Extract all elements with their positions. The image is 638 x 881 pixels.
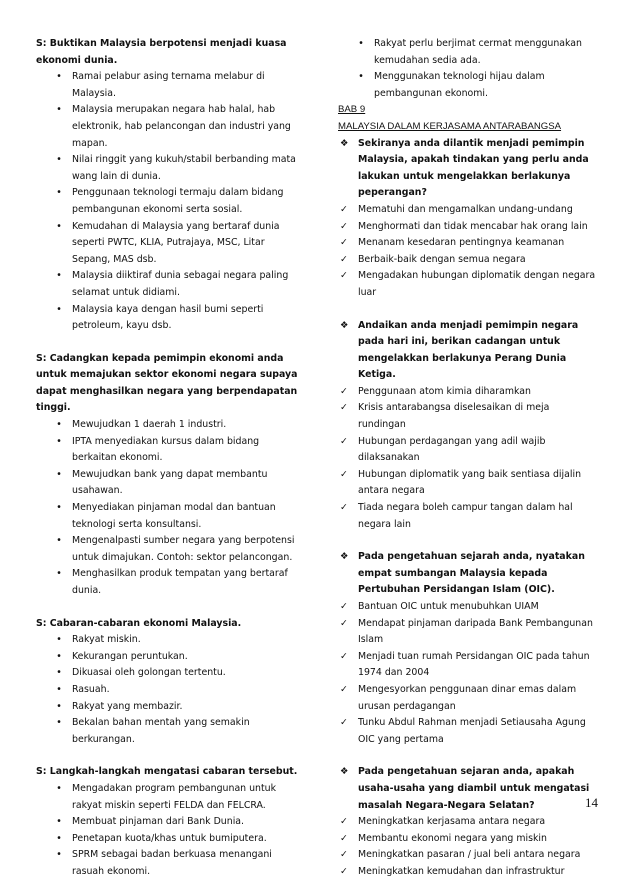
bullet-dot-icon: •: [56, 187, 62, 199]
bullet-dot-icon: •: [56, 816, 62, 828]
list-item: • Bekalan bahan mentah yang semakin berkurangan.: [52, 715, 298, 748]
check-list: [338, 384, 600, 533]
checkmark-icon: ✓: [340, 683, 348, 695]
list-item: • SPRM sebagai badan berkuasa menangani rasuah ekonomi.: [52, 847, 298, 880]
bullet-dot-icon: •: [56, 683, 62, 695]
bullet-dot-icon: •: [56, 419, 62, 431]
list-item: • Mewujudkan bank yang dapat membantu usahawan.: [52, 467, 298, 500]
list-item: ✓ Penggunaan atom kimia diharamkan: [338, 384, 600, 401]
list-item: ✓ Krisis antarabangsa diselesaikan di meja rundingan: [340, 402, 550, 431]
checkmark-icon: ✓: [340, 270, 348, 282]
list-item: • Ramai pelabur asing ternama melabur di Malaysia.: [52, 69, 298, 102]
checkmark-icon: ✓: [340, 617, 348, 629]
list-item: • Dikuasai oleh golongan tertentu.: [52, 665, 298, 682]
checkmark-icon: ✓: [340, 435, 348, 447]
list-item: • Rasuah.: [52, 682, 298, 699]
page-number: 14: [585, 795, 598, 810]
bullet-dot-icon: •: [56, 568, 62, 580]
list-item: • Penggunaan teknologi termaju dalam bidang pembangunan ekonomi serta sosial.: [52, 185, 298, 218]
list-item: • IPTA menyediakan kursus dalam bidang berkaitan ekonomi.: [52, 434, 298, 467]
list-item: ✓ Mengadakan hubungan diplomatik dengan negara luar: [340, 270, 596, 298]
list-item: ✓ Berbaik-baik dengan semua negara: [338, 252, 600, 269]
bullet-list: [338, 36, 600, 102]
checkmark-icon: ✓: [340, 220, 348, 232]
question-heading: ❖ Sekiranya anda dilantik menjadi pemimpin Malaysia, apakah tindakan yang perlu anda lakukan untuk mengelakkan berlakunya peperangan?: [340, 137, 589, 199]
bullet-dot-icon: •: [56, 634, 62, 646]
checkmark-icon: ✓: [340, 832, 348, 844]
list-item: ✓ Mengesyorkan penggunaan dinar emas dalam urusan perdagangan: [340, 683, 577, 712]
bullet-dot-icon: •: [56, 700, 62, 712]
question-heading: S: Cadangkan kepada pemimpin ekonomi anda untuk memajukan sektor ekonomi negara supaya dapat menghasilkan negara yang berpendapatan tinggi.: [36, 352, 298, 414]
bullet-list: [36, 781, 298, 881]
bullet-dot-icon: •: [56, 849, 62, 861]
list-item: ✓ Tiada negara boleh campur tangan dalam hal negara lain: [340, 502, 573, 530]
list-item: • Mengenalpasti sumber negara yang berpotensi untuk dimajukan. Contoh: sektor pelancongan.: [52, 533, 298, 566]
checkmark-icon: ✓: [340, 237, 348, 249]
bullet-list: [36, 632, 298, 748]
bullet-dot-icon: •: [56, 717, 62, 729]
list-item: • Rakyat perlu berjimat cermat menggunakan kemudahan sedia ada.: [354, 36, 600, 69]
list-item: • Menggunakan teknologi hijau dalam pembangunan ekonomi.: [354, 69, 600, 102]
list-item: • Malaysia merupakan negara hab halal, hab elektronik, hab pelancongan dan industri yang mapan.: [52, 102, 298, 152]
bullet-dot-icon: •: [56, 535, 62, 547]
checkmark-icon: ✓: [340, 203, 348, 215]
list-item: ✓ Mematuhi dan mengamalkan undang-undang: [338, 202, 600, 219]
question-heading: S: Buktikan Malaysia berpotensi menjadi kuasa ekonomi dunia.: [36, 38, 287, 66]
bullet-list: [36, 69, 298, 335]
check-list: [338, 599, 600, 748]
chapter-title: MALAYSIA DALAM KERJASAMA ANTARABANGSA: [338, 120, 562, 132]
question-heading: S: Langkah-langkah mengatasi cabaran tersebut.: [36, 766, 298, 778]
list-item: • Kemudahan di Malaysia yang bertaraf dunia seperti PWTC, KLIA, Putrajaya, MSC, Litar Sepang, MAS dsb.: [52, 219, 298, 269]
diamond-bullet-icon: ❖: [340, 551, 349, 563]
question-heading: S: Cabaran-cabaran ekonomi Malaysia.: [36, 617, 242, 629]
list-item: • Malaysia kaya dengan hasil bumi seperti petroleum, kayu dsb.: [52, 302, 298, 335]
list-item: • Membuat pinjaman dari Bank Dunia.: [52, 814, 298, 831]
list-item: ✓ Tunku Abdul Rahman menjadi Setiausaha Agung OIC yang pertama: [340, 717, 586, 745]
check-list: [338, 814, 600, 880]
checkmark-icon: ✓: [340, 468, 348, 480]
list-item: ✓ Hubungan diplomatik yang baik sentiasa dijalin antara negara: [340, 468, 582, 497]
list-item: • Rakyat miskin.: [52, 632, 298, 649]
list-item: ✓ Hubungan perdagangan yang adil wajib dilaksanakan: [340, 435, 546, 464]
list-item: ✓ Menghormati dan tidak mencabar hak orang lain: [338, 219, 600, 236]
list-item: • Kekurangan peruntukan.: [52, 649, 298, 666]
bullet-dot-icon: •: [56, 650, 62, 662]
list-item: • Mewujudkan 1 daerah 1 industri.: [52, 417, 298, 434]
right-column: [338, 36, 600, 881]
left-column: [36, 36, 298, 881]
list-item: • Malaysia diiktiraf dunia sebagai negara paling selamat untuk didiami.: [52, 268, 298, 301]
checkmark-icon: ✓: [340, 385, 348, 397]
bullet-dot-icon: •: [56, 303, 62, 315]
question-heading: ❖ Pada pengetahuan sejaran anda, apakah usaha-usaha yang diambil untuk mengatasi masalah Negara-Negara Selatan?: [340, 766, 590, 811]
diamond-bullet-icon: ❖: [340, 319, 349, 331]
list-item: ✓ Menanam kesedaran pentingnya keamanan: [338, 235, 600, 252]
question-heading: ❖ Pada pengetahuan sejarah anda, nyatakan empat sumbangan Malaysia kepada Pertubuhan Persidangan Islam (OIC).: [340, 551, 585, 596]
list-item: ✓ Bantuan OIC untuk menubuhkan UIAM: [338, 599, 600, 616]
list-item: ✓ Membantu ekonomi negara yang miskin: [338, 831, 600, 848]
list-item: ✓ Menjadi tuan rumah Persidangan OIC pada tahun 1974 dan 2004: [340, 650, 590, 679]
checkmark-icon: ✓: [340, 816, 348, 828]
checkmark-icon: ✓: [340, 502, 348, 514]
bullet-dot-icon: •: [56, 468, 62, 480]
checkmark-icon: ✓: [340, 402, 348, 414]
bullet-dot-icon: •: [56, 270, 62, 282]
question-heading: ❖ Andaikan anda menjadi pemimpin negara pada hari ini, berikan cadangan untuk mengelakkan berlakunya Perang Dunia Ketiga.: [340, 319, 579, 381]
bullet-dot-icon: •: [56, 435, 62, 447]
list-item: • Menghasilkan produk tempatan yang bertaraf dunia.: [52, 566, 298, 599]
bullet-dot-icon: •: [56, 220, 62, 232]
bullet-dot-icon: •: [358, 71, 364, 83]
bullet-list: [36, 417, 298, 600]
list-item: ✓ Meningkatkan kemudahan dan infrastruktur: [338, 864, 600, 881]
checkmark-icon: ✓: [340, 865, 348, 877]
list-item: ✓ Meningkatkan pasaran / jual beli antara negara: [338, 847, 600, 864]
checkmark-icon: ✓: [340, 650, 348, 662]
list-item: • Menyediakan pinjaman modal dan bantuan teknologi serta konsultansi.: [52, 500, 298, 533]
diamond-bullet-icon: ❖: [340, 766, 349, 778]
bullet-dot-icon: •: [56, 71, 62, 83]
checkmark-icon: ✓: [340, 253, 348, 265]
list-item: ✓ Mendapat pinjaman daripada Bank Pembangunan Islam: [340, 617, 593, 646]
bullet-dot-icon: •: [56, 104, 62, 116]
checkmark-icon: ✓: [340, 849, 348, 861]
bullet-dot-icon: •: [358, 38, 364, 49]
checkmark-icon: ✓: [340, 601, 348, 612]
list-item: • Rakyat yang membazir.: [52, 699, 298, 716]
list-item: • Penetapan kuota/khas untuk bumiputera.: [52, 831, 298, 848]
chapter-label: BAB 9: [338, 104, 366, 116]
bullet-dot-icon: •: [56, 667, 62, 679]
list-item: ✓ Meningkatkan kerjasama antara negara: [338, 814, 600, 831]
bullet-dot-icon: •: [56, 154, 62, 166]
diamond-bullet-icon: ❖: [340, 137, 349, 149]
bullet-dot-icon: •: [56, 832, 62, 844]
checkmark-icon: ✓: [340, 717, 348, 729]
list-item: • Mengadakan program pembangunan untuk rakyat miskin seperti FELDA dan FELCRA.: [52, 781, 298, 814]
bullet-dot-icon: •: [56, 782, 62, 794]
list-item: • Nilai ringgit yang kukuh/stabil berbanding mata wang lain di dunia.: [52, 152, 298, 185]
bullet-dot-icon: •: [56, 502, 62, 514]
check-list: [338, 202, 600, 302]
